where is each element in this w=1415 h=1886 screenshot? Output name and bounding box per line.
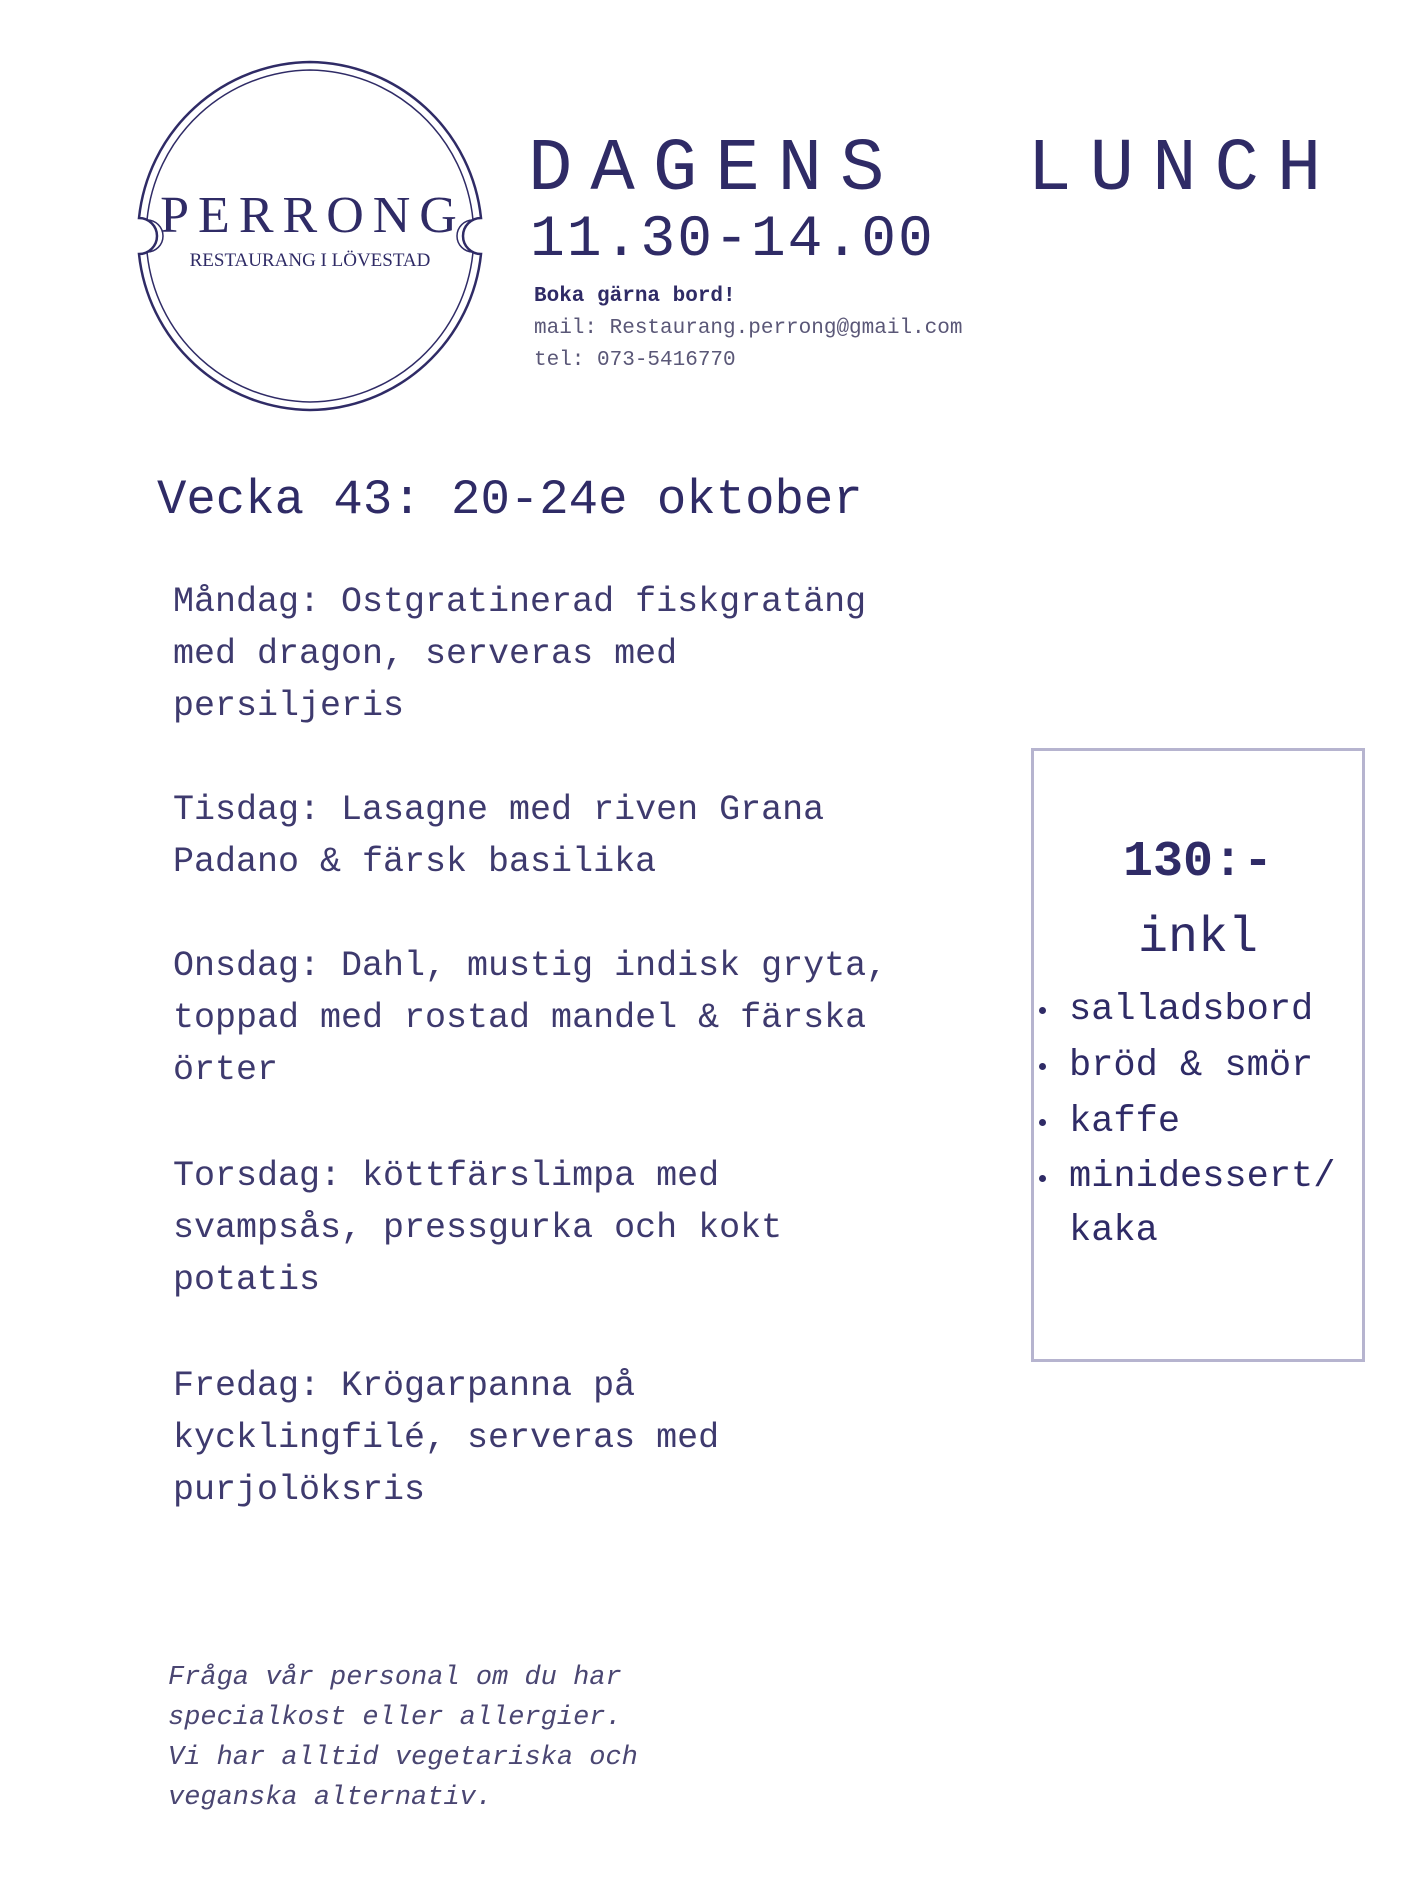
week-heading: Vecka 43: 20-24e oktober — [157, 472, 863, 528]
booking-prompt: Boka gärna bord! — [534, 285, 736, 308]
page-title: DAGENS LUNCH — [528, 128, 1340, 212]
logo-name: PERRONG — [160, 187, 466, 244]
included-item: minidessert/ kaka — [1033, 1150, 1367, 1258]
logo-subtitle: RESTAURANG I LÖVESTAD — [189, 250, 431, 271]
included-label: inkl — [1137, 910, 1259, 967]
lunch-hours: 11.30-14.00 — [530, 208, 935, 273]
menu-monday: Måndag: Ostgratinerad fiskgratäng med dragon, serveras med persiljeris — [173, 582, 867, 726]
menu-wednesday: Onsdag: Dahl, mustig indisk gryta, toppad med rostad mandel & färska örter — [173, 946, 888, 1090]
menu-tuesday: Tisdag: Lasagne med riven Grana Padano & färsk basilika — [173, 790, 825, 882]
included-item: kaffe — [1033, 1094, 1367, 1150]
included-item: bröd & smör — [1033, 1038, 1367, 1094]
menu-friday: Fredag: Krögarpanna på kycklingfilé, serveras med purjolöksris — [173, 1366, 720, 1510]
price-amount: 130:- — [1122, 834, 1274, 891]
included-item: salladsbord — [1033, 982, 1367, 1038]
contact-mail[interactable]: mail: Restaurang.perrong@gmail.com — [534, 317, 963, 340]
allergy-note: Fråga vår personal om du har specialkost eller allergier. Vi har alltid vegetariska och veganska alternativ. — [168, 1663, 638, 1813]
menu-thursday: Torsdag: köttfärslimpa med svampsås, pressgurka och kokt potatis — [173, 1156, 783, 1300]
included-items-list — [1033, 982, 1367, 1258]
contact-phone[interactable]: tel: 073-5416770 — [534, 349, 736, 372]
